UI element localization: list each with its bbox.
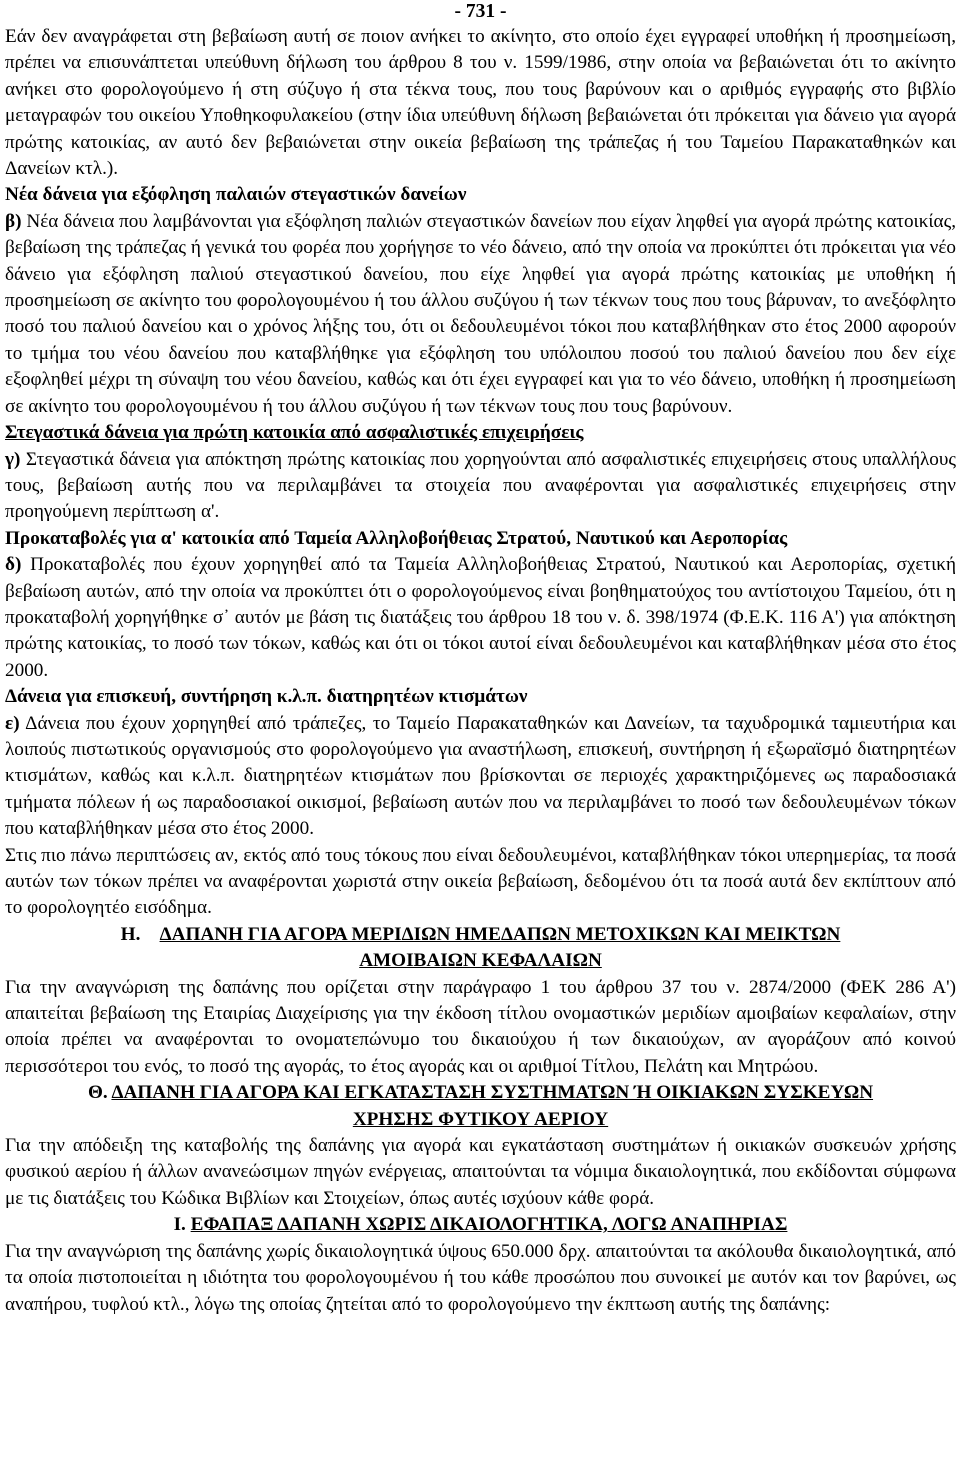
paragraph-epsilon-text: Δάνεια που έχουν χορηγηθεί από τράπεζες, το Ταμείο Παρακαταθηκών και Δανείων, τα ταχυδρομικά ταμιευτήρια και λοιπούς πιστωτικούς οργανισμούς στο φορολογούμενο για αναστήλωση, επισκευή, συντήρηση ή εξωραϊσμό διατηρητέων κτισμάτων, καθώς και κ.λ.π. διατηρητέων κτισμάτων που βρίσκονται σε περιοχές χαρακτηριζόμενες ως παραδοσιακά τμήματα πόλεων ή ως παραδοσιακοί οικισμοί, βεβαίωση αυτών που να περιλαμβάνει το ποσό των δεδουλευμένων τόκων που καταβλήθηκαν μέσα στο έτος 2000. bbox=[5, 712, 956, 840]
section-iota-prefix: Ι. bbox=[173, 1214, 186, 1236]
paragraph-iota: Για την αναγνώριση της δαπάνης χωρίς δικαιολογητικά ύψους 650.000 δρχ. απαιτούνται τα ακόλουθα δικαιολογητικά, από τα οποία πιστοποιείται η ιδιότητα του φορολογουμένου ή του κάθε προσώπου που συνοικεί με αυτόν και τον βαρύνει, ως αναπήρου, τυφλού κτλ., λόγω της οποίας ζητείται από το φορολογούμενο την έκπτωση αυτής της δαπάνης: bbox=[5, 1240, 956, 1315]
paragraph-cases: Στις πιο πάνω περιπτώσεις αν, εκτός από τους τόκους που είναι δεδουλευμένοι, καταβλήθηκαν τόκοι υπερημερίας, τα ποσά αυτών των τόκων πρέπει να αναφέρονται χωριστά στην οικεία βεβαίωση, δεδομένου ότι τα ποσά αυτά δεν εκπίπτουν από το φορολογητέο εισόδημα. bbox=[5, 844, 956, 919]
section-title-eta bbox=[5, 922, 956, 975]
paragraph-beta-text: Νέα δάνεια που λαμβάνονται για εξόφληση παλιών στεγαστικών δανείων που είχαν ληφθεί για αγορά πρώτης κατοικίας, βεβαίωση της τράπεζας ή γενικά του φορέα που χορήγησε το νέο δάνειο, από την οποία να προκύπτει ότι πρόκειται για νέο δάνειο για εξόφληση παλιού στεγαστικού δανείου, που είχε ληφθεί για αγορά πρώτης κατοικίας με υποθήκη ή προσημείωση σε ακίνητο του φορολογουμένου ή του άλλου συζύγου ή των τέκνων τους που τους βάρυναν, το ανεξόφλητο ποσό του παλιού δανείου και ο χρόνος λήξης του, ότι οι δεδουλευμένοι τόκοι που καταβλήθηκαν στο έτος 2000 αφορούν το τμήμα του νέου δανείου που καταβλήθηκε για εξόφληση του υπόλοιπου ποσού του παλιού δανείου που δεν είχε εξοφληθεί μέχρι τη σύναψη του νέου δανείου, καθώς και ότι έχει εγγραφεί και για το νέο δάνειο, υποθήκη ή προσημείωση σε ακίνητο του φορολογουμένου ή του άλλου συζύγου ή των τέκνων τους που τους βαρύνουν. bbox=[5, 210, 956, 417]
heading-new-loans bbox=[5, 182, 956, 208]
section-theta-line2: ΧΡΗΣΗΣ ΦΥΤΙΚΟΥ ΑΕΡΙΟΥ bbox=[352, 1108, 609, 1130]
label-gamma: γ) bbox=[5, 448, 21, 470]
heading-advance-payments-text: Προκαταβολές για α' κατοικία από Ταμεία Αλληλοβοήθειας Στρατού, Ναυτικού και Αεροπορίας bbox=[5, 527, 788, 549]
section-theta-line1: ΔΑΠΑΝΗ ΓΙΑ ΑΓΟΡΑ ΚΑΙ ΕΓΚΑΤΑΣΤΑΣΗ ΣΥΣΤΗΜΑΤΩΝ Ή ΟΙΚΙΑΚΩΝ ΣΥΣΚΕΥΩΝ bbox=[111, 1082, 874, 1104]
label-beta: β) bbox=[5, 210, 22, 232]
paragraph-delta bbox=[5, 552, 956, 684]
page-number: - 731 - bbox=[454, 1, 507, 22]
paragraph-gamma bbox=[5, 447, 956, 526]
paragraph-eta: Για την αναγνώριση της δαπάνης που ορίζεται στην παράγραφο 1 του άρθρου 37 του ν. 2874/2000 (ΦΕΚ 286 Α') απαιτείται βεβαίωση της Εταιρίας Διαχείρισης για την έκδοση τίτλου ονομαστικών μεριδίων αμοιβαίων κεφαλαίων, στην οποία πρέπει να αναφέρονται το ονοματεπώνυμο του δικαιούχου ή των δικαιούχων, αν αγοράζουν από κοινού περισσότεροι του ενός, το ποσό της αγοράς, το έτος αγοράς και οι αριθμοί Τίτλου, Πελάτη και Μητρώου. bbox=[5, 976, 956, 1077]
paragraph-beta bbox=[5, 209, 956, 420]
section-eta-prefix: Η. bbox=[120, 923, 141, 945]
section-eta-line2: ΑΜΟΙΒΑΙΩΝ ΚΕΦΑΛΑΙΩΝ bbox=[359, 950, 602, 972]
heading-repair-loans bbox=[5, 684, 956, 710]
paragraph-gamma-text: Στεγαστικά δάνεια για απόκτηση πρώτης κατοικίας που χορηγούνται από ασφαλιστικές επιχειρήσεις στους υπαλλήλους τους, βεβαίωση αυτής που να περιλαμβάνει τα στοιχεία που αναφέρονται για ασφαλιστικές επιχειρήσεις στην προηγούμενη περίπτωση α'. bbox=[5, 448, 956, 523]
label-epsilon: ε) bbox=[5, 712, 20, 734]
section-eta-line1: ΔΑΠΑΝΗ ΓΙΑ ΑΓΟΡΑ ΜΕΡΙΔΙΩΝ ΗΜΕΔΑΠΩΝ ΜΕΤΟΧΙΚΩΝ ΚΑΙ ΜΕΙΚΤΩΝ bbox=[159, 923, 841, 945]
heading-insurance-loans bbox=[5, 420, 956, 446]
paragraph-intro: Εάν δεν αναγράφεται στη βεβαίωση αυτή σε ποιον ανήκει το ακίνητο, στο οποίο έχει εγγραφεί υποθήκη ή προσημείωση, πρέπει να επισυνάπτεται υπεύθυνη δήλωση του άρθρου 8 του ν. 1599/1986, στην οποία να βεβαιώνεται ότι το ακίνητο ανήκει στο φορολογούμενο ή στη σύζυγο ή στα τέκνα τους, που τους βαρύνουν και ο αριθμός εγγραφής στο βιβλίο μεταγραφών του οικείου Υποθηκοφυλακείου (στην ίδια υπεύθυνη δήλωση βεβαιώνεται ότι πρόκειται για δάνειο για αγορά πρώτης κατοικίας, αν αυτό δεν βεβαιώνεται στην οικεία βεβαίωση της τράπεζας ή του Ταμείου Παρακαταθηκών και Δανείων κτλ.). bbox=[5, 26, 956, 180]
heading-new-loans-text: Νέα δάνεια για εξόφληση παλαιών στεγαστικών δανείων bbox=[5, 184, 467, 206]
heading-advance-payments bbox=[5, 526, 956, 552]
paragraph-delta-text: Προκαταβολές που έχουν χορηγηθεί από τα Ταμεία Αλληλοβοήθειας Στρατού, Ναυτικού και Αεροπορίας, σχετική βεβαίωση αυτών, από την οποία να προκύπτει ότι ο φορολογούμενος είναι βοηθηματούχος του αντίστοιχου Ταμείου, ότι η προκαταβολή χορηγήθηκε σ᾽ αυτόν με βάση τις διατάξεις του άρθρου 18 του ν. δ. 398/1974 (Φ.Ε.Κ. 116 Α') για απόκτηση πρώτης κατοικίας, το ποσό των τόκων, καθώς και ότι οι τόκοι αυτοί είναι δεδουλευμένοι και καταβλήθηκαν μέσα στο έτος 2000. bbox=[5, 554, 956, 681]
label-delta: δ) bbox=[5, 554, 22, 576]
heading-repair-loans-text: Δάνεια για επισκευή, συντήρηση κ.λ.π. διατηρητέων κτισμάτων bbox=[5, 686, 528, 708]
paragraph-epsilon bbox=[5, 711, 956, 843]
section-theta-prefix: Θ. bbox=[87, 1082, 108, 1104]
paragraph-theta: Για την απόδειξη της καταβολής της δαπάνης για αγορά και εγκατάσταση συστημάτων ή οικιακών συσκευών χρήσης φυσικού αερίου ή άλλων ανανεώσιμων πηγών ενέργειας, απαιτούνται τα νόμιμα δικαιολογητικά, που εκδίδονται σύμφωνα με τις διατάξεις του Κώδικα Βιβλίων και Στοιχείων, όπως αυτές ισχύουν κάθε φορά. bbox=[5, 1135, 956, 1209]
section-title-iota bbox=[5, 1212, 956, 1238]
section-title-theta bbox=[5, 1080, 956, 1133]
section-iota-text: ΕΦΑΠΑΞ ΔΑΠΑΝΗ ΧΩΡΙΣ ΔΙΚΑΙΟΛΟΓΗΤΙΚΑ, ΛΟΓΩ ΑΝΑΠΗΡΙΑΣ bbox=[190, 1214, 788, 1236]
heading-insurance-loans-text: Στεγαστικά δάνεια για πρώτη κατοικία από ασφαλιστικές επιχειρήσεις bbox=[5, 422, 584, 444]
